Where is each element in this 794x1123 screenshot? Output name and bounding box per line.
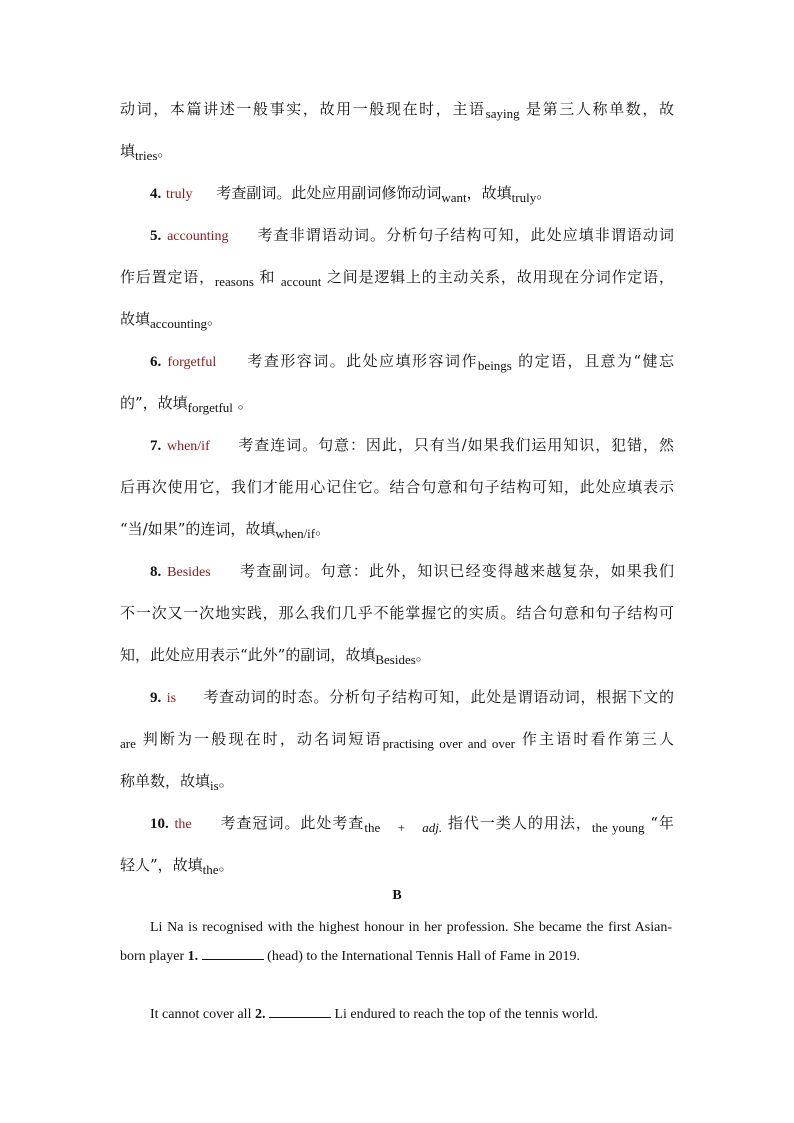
answer-word: Besides bbox=[167, 565, 211, 580]
explanation-text: 的定语，且意为“健忘 bbox=[518, 352, 674, 370]
item-number: 6. bbox=[150, 354, 162, 370]
explanation-end: 。 bbox=[536, 184, 552, 202]
item-number: 5. bbox=[150, 228, 162, 244]
explanation-end: 。 bbox=[218, 772, 234, 790]
explanation-text: 判断为一般现在时，动名词短语 bbox=[142, 730, 383, 748]
answer-item-8-line-1 bbox=[120, 550, 674, 594]
explanation-text: “年 bbox=[650, 814, 674, 832]
intro-line-1 bbox=[120, 88, 674, 131]
explanation-text: “当/如果”的连词，故填 bbox=[120, 520, 276, 538]
explanation-text: 考查非谓语动词。分析句子结构可知，此处应填非谓语动词 bbox=[257, 226, 674, 244]
passage-text: Li endured to reach the top of the tennis world. bbox=[334, 1007, 599, 1022]
passage-text: (head) to the International Tennis Hall of Fame in 2019. bbox=[267, 949, 581, 964]
answer-item-7-line-2 bbox=[120, 466, 674, 508]
item-number: 9. bbox=[150, 690, 162, 706]
word-adj: adj. bbox=[422, 820, 443, 835]
explanation-text: 后再次使用它，我们才能用心记住它。结合句意和句子结构可知，此处应填表示 bbox=[120, 478, 674, 496]
word-account: account bbox=[280, 274, 322, 289]
word-accounting: accounting bbox=[150, 316, 208, 331]
explanation-text: 轻人”，故填 bbox=[120, 856, 203, 874]
explanation-end: 。 bbox=[237, 394, 253, 412]
answer-item-9-line-2 bbox=[120, 718, 674, 761]
explanation-text: 指代一类人的用法， bbox=[447, 814, 592, 832]
word-saying: saying bbox=[485, 106, 520, 121]
answer-item-9-line-3 bbox=[120, 760, 674, 803]
blank-line-2[interactable] bbox=[269, 1005, 331, 1018]
answer-item-6-line-1 bbox=[120, 340, 674, 384]
intro-text-2: 填 bbox=[120, 142, 136, 160]
word-truly: truly bbox=[511, 190, 537, 205]
word-tries: tries bbox=[135, 148, 158, 163]
explanation-end: 。 bbox=[315, 520, 331, 538]
explanation-end: 。 bbox=[415, 646, 431, 664]
answer-item-10-line-2 bbox=[120, 844, 674, 887]
answer-word: the bbox=[174, 817, 192, 832]
answer-word: when/if bbox=[166, 439, 210, 454]
answer-item-8-line-2 bbox=[120, 592, 674, 634]
explanation-text: 的”，故填 bbox=[120, 394, 188, 412]
explanation-text: 考查副词。此处应用副词修饰动词 bbox=[216, 184, 442, 202]
answer-item-4 bbox=[120, 172, 704, 216]
answer-word: is bbox=[166, 691, 177, 706]
intro-end: 。 bbox=[157, 142, 173, 160]
passage-text: It cannot cover all bbox=[150, 1007, 252, 1022]
intro-text: 动词，本篇讲述一般事实，故用一般现在时，主语 bbox=[120, 100, 486, 118]
answer-item-7-line-3 bbox=[120, 508, 674, 551]
answer-item-7-line-1 bbox=[120, 424, 674, 468]
explanation-text: 考查形容词。此处应填形容词作 bbox=[247, 352, 478, 370]
item-number: 7. bbox=[150, 438, 162, 454]
phrase-practising-over-and-over: practising over and over bbox=[382, 736, 516, 751]
explanation-end: 。 bbox=[218, 856, 234, 874]
answer-item-5-line-2 bbox=[120, 256, 674, 299]
word-the: the bbox=[364, 820, 381, 835]
explanation-text: 之间是逻辑上的主动关系，故用现在分词作定语， bbox=[326, 268, 674, 286]
explanation-text: 考查动词的时态。分析句子结构可知，此处是谓语动词，根据下文的 bbox=[203, 688, 674, 706]
answer-word: truly bbox=[166, 187, 193, 202]
intro-text-b: 是第三人称单数，故 bbox=[526, 100, 674, 118]
answer-item-8-line-3 bbox=[120, 634, 674, 677]
blank-line-1[interactable] bbox=[202, 947, 264, 960]
explanation-text: 知，此处应用表示“此外”的副词，故填 bbox=[120, 646, 376, 664]
explanation-text: 故填 bbox=[120, 310, 151, 328]
answer-word: accounting bbox=[167, 229, 229, 244]
passage-paragraph-2 bbox=[120, 1000, 672, 1029]
explanation-text: ，故填 bbox=[466, 184, 512, 202]
explanation-end: 。 bbox=[207, 310, 223, 328]
answer-item-6-line-2 bbox=[120, 382, 674, 425]
intro-line-2 bbox=[120, 130, 674, 173]
explanation-text: 称单数，故填 bbox=[120, 772, 211, 790]
word-is: is bbox=[210, 778, 219, 793]
explanation-text: 考查冠词。此处考查 bbox=[220, 814, 365, 832]
word-the: the bbox=[202, 862, 219, 877]
explanation-text: 作后置定语， bbox=[120, 268, 215, 286]
section-title-b: B bbox=[392, 888, 402, 903]
word-are: are bbox=[120, 736, 136, 751]
answer-item-5-line-3 bbox=[120, 298, 674, 341]
passage-text: Li Na is recognised with the highest honour in her profession. She became the first Asian-born player bbox=[120, 920, 672, 964]
explanation-text: 不一次又一次地实践，那么我们几乎不能掌握它的实质。结合句意和句子结构可 bbox=[120, 604, 674, 622]
word-when-if: when/if bbox=[275, 526, 316, 541]
passage-paragraph-1 bbox=[120, 913, 672, 971]
word-want: want bbox=[441, 190, 467, 205]
explanation-text: 考查副词。句意：此外，知识已经变得越来越复杂，如果我们 bbox=[240, 562, 674, 580]
word-beings: beings bbox=[477, 358, 512, 373]
explanation-text: 考查连词。句意：因此，只有当/如果我们运用知识，犯错，然 bbox=[238, 436, 674, 454]
word-reasons: reasons bbox=[214, 274, 254, 289]
blank-number: 2. bbox=[254, 1007, 266, 1022]
answer-item-10-line-1 bbox=[120, 802, 674, 846]
phrase-the-young: the young bbox=[591, 820, 645, 835]
blank-number: 1. bbox=[187, 949, 199, 964]
plus-sign: + bbox=[397, 820, 405, 835]
answer-word: forgetful bbox=[167, 355, 217, 370]
explanation-text: 作主语时看作第三人 bbox=[521, 730, 674, 748]
item-number: 8. bbox=[150, 564, 162, 580]
item-number: 4. bbox=[150, 186, 162, 202]
explanation-text: 和 bbox=[259, 268, 276, 286]
answer-item-9-line-1 bbox=[120, 676, 674, 720]
word-forgetful: forgetful bbox=[187, 400, 233, 415]
word-besides: Besides bbox=[375, 652, 416, 667]
answer-item-5-line-1 bbox=[120, 214, 674, 258]
item-number: 10. bbox=[150, 816, 169, 832]
